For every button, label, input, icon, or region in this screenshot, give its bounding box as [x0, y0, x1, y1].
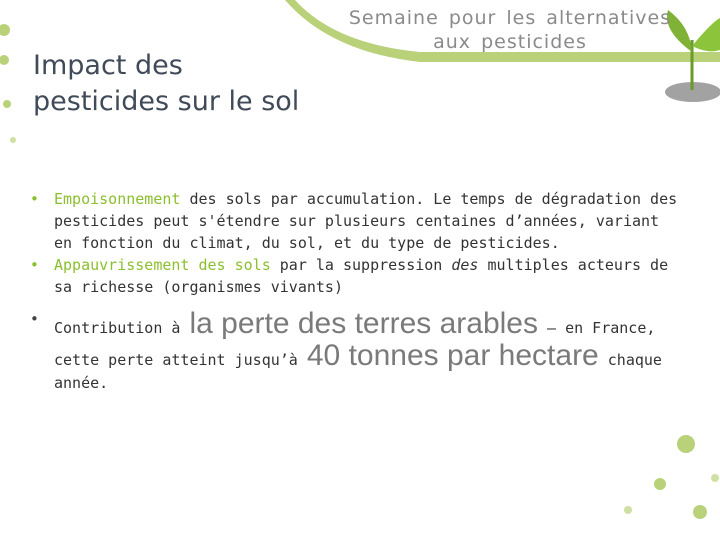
event-title-line1: Semaine pour les alternatives: [348, 7, 672, 29]
bullet-prefix: Contribution à: [54, 319, 190, 337]
bullet-text: – en France, cette perte atteint jusqu’à: [54, 319, 656, 369]
bullet-big-1: la perte des terres arables: [189, 307, 538, 340]
bullet-icon: •: [30, 310, 39, 328]
bullet-text: par la suppression: [270, 256, 452, 274]
bullet-italic: des: [451, 256, 479, 274]
dot-left-1: [0, 24, 10, 36]
bullet-highlight-2: des sols: [198, 256, 271, 274]
bullet-highlight: Appauvrissement: [54, 256, 190, 274]
dot-right-2: [654, 478, 666, 490]
event-title-line2: aux pesticides: [433, 31, 587, 53]
dot-right-4: [624, 506, 632, 514]
dot-left-3: [3, 100, 11, 108]
slide-title-line1: Impact des: [33, 50, 183, 81]
bullet-text: des sols par accumulation. Le temps de dégradation des pesticides peut s'étendre sur plusieurs centaines d’années, variant en fonction du climat, du sol, et du type de pesticides.: [54, 190, 678, 252]
bullet-big-2: 40 tonnes par hectare: [306, 339, 599, 372]
bullet-icon: •: [30, 256, 39, 274]
bullet-suffix: chaque année.: [54, 351, 662, 392]
dot-right-3: [693, 505, 707, 519]
dot-right-5: [711, 474, 719, 482]
slide-title-line2: pesticides sur le sol: [33, 86, 300, 117]
bullet-text-2: multiples acteurs de sa richesse (organismes vivants): [54, 256, 669, 296]
dot-left-2: [0, 55, 9, 65]
bullet-highlight: Empoisonnement: [54, 190, 181, 208]
dot-left-4: [10, 137, 16, 143]
dot-right-1: [677, 435, 695, 453]
bullet-icon: •: [30, 190, 39, 208]
